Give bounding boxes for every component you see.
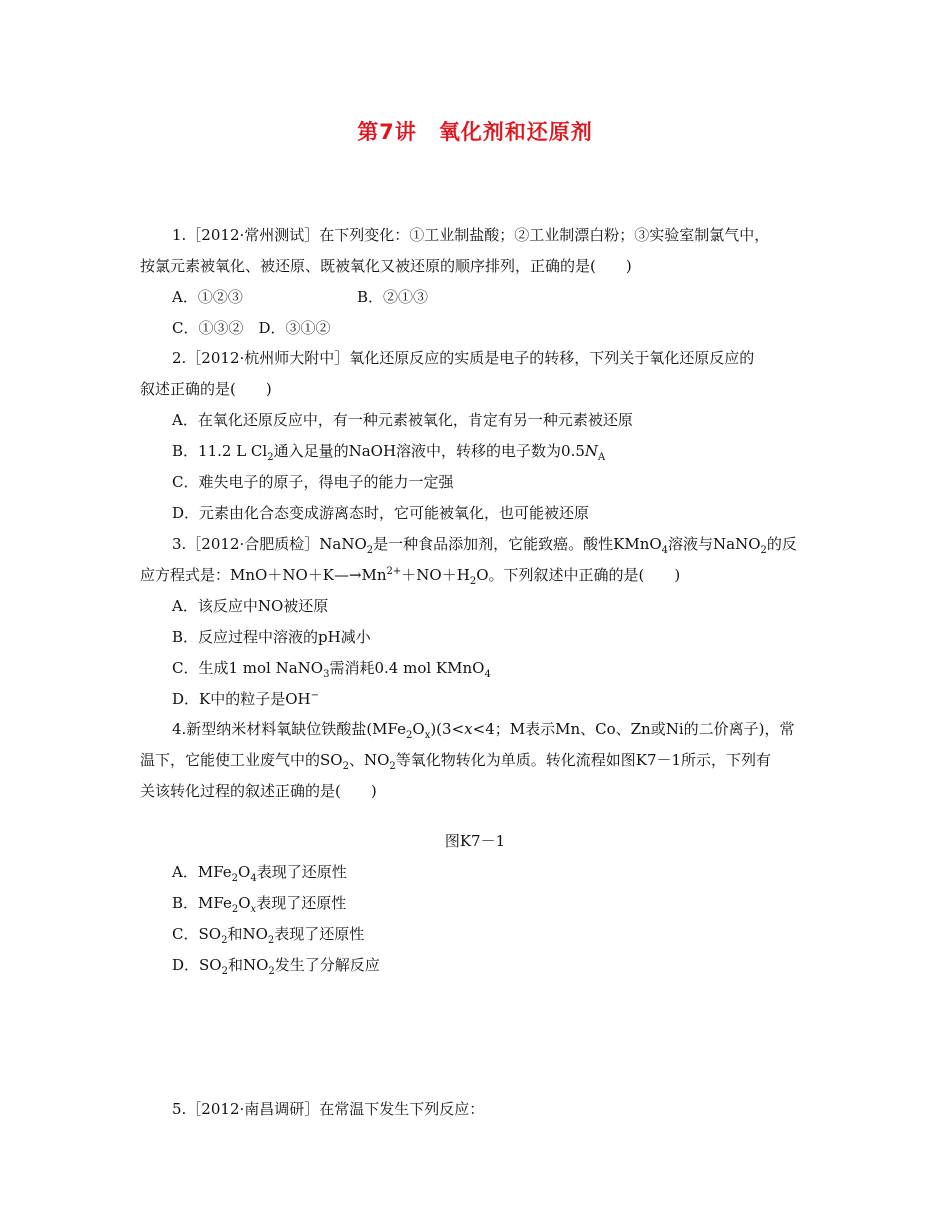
q1-option-b: B．②①③ [357,288,429,306]
q1-option-a: A．①②③ [172,288,243,306]
q4-option-a: A．$MFe_2O_4$表现了还原性 [172,863,347,884]
q4-option-b: B．$MFe_2O_x$表现了还原性 [172,894,347,915]
q1-stem-line1: 1.［2012·常州测试］在下列变化：①工业制盐酸；②工业制漂白粉；③实验室制氯气中， [172,226,770,244]
q3-option-c: C．生成1 mol NaNO$_3$需消耗0.4 mol KMnO$_4$ [172,659,491,680]
q2-stem-line2: 叙述正确的是( ) [140,380,272,398]
page-title [0,116,950,146]
q2-option-b: B．11.2 L $Cl_2$通入足量的NaOH溶液中，转移的电子数为$0.5N_A$ [172,442,606,463]
lecture-number: 第7讲 [357,120,417,144]
q3-option-d: D．K中的粒子是OH− [172,690,320,708]
lecture-topic: 氧化剂和还原剂 [438,120,593,144]
q4-stem-line3: 关该转化过程的叙述正确的是( ) [140,782,377,800]
q3-stem-line1: 3.［2012·合肥质检］NaNO$_2$是一种食品添加剂，它能致癌。酸性KMnO$_4$溶液与NaNO$_2$的反 [172,535,797,556]
q5-stem-line1: 5.［2012·南昌调研］在常温下发生下列反应： [172,1100,485,1118]
q4-stem-line1: 4.新型纳米材料氧缺位铁酸盐$(MFe_2O_x)(3<x<4$；M表示Mn、Co、Zn或Ni的二价离子)，常 [172,720,795,741]
q3-stem-line2: 应方程式是：$MnO+NO+K—\to Mn^{2+}+NO+H_2O$。下列叙述中正确的是( ) [140,566,681,587]
q2-option-c: C．难失电子的原子，得电子的能力一定强 [172,473,454,491]
figure-caption: 图K7－1 [444,832,506,850]
q4-stem-line2: 温下，它能使工业废气中的$SO_2$、$NO_2$等氧化物转化为单质。转化流程如图K7－1所示，下列有 [140,751,772,772]
q1-option-cd: C．①③② D．③①② [172,319,331,337]
q3-option-a: A．该反应中NO被还原 [172,597,329,615]
q2-option-a: A．在氧化还原反应中，有一种元素被氧化，肯定有另一种元素被还原 [172,411,633,429]
q2-option-d: D．元素由化合态变成游离态时，它可能被氧化，也可能被还原 [172,504,590,522]
q1-stem-line2: 按氯元素被氧化、被还原、既被氧化又被还原的顺序排列，正确的是( ) [140,257,632,275]
q3-option-b: B．反应过程中溶液的pH减小 [172,628,371,646]
q4-option-d: D．$SO_2$和$NO_2$发生了分解反应 [172,956,380,977]
q2-stem-line1: 2.［2012·杭州师大附中］氧化还原反应的实质是电子的转移，下列关于氧化还原反应的 [172,349,755,367]
q4-option-c: C．$SO_2$和$NO_2$表现了还原性 [172,925,365,946]
